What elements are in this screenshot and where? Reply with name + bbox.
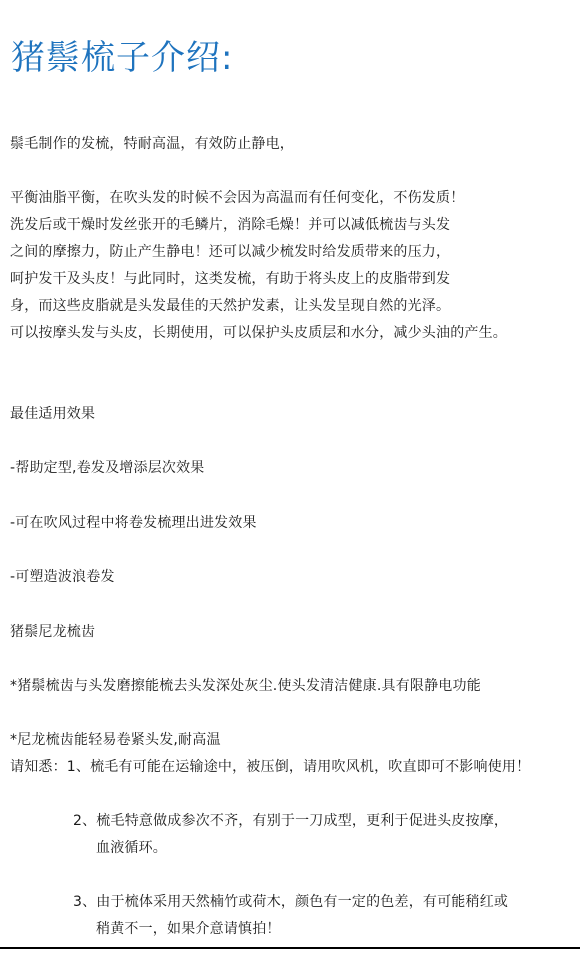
notice-line-1: 请知悉：1、梳毛有可能在运输途中，被压倒，请用吹风机，吹直即可不影响使用！ <box>10 759 531 775</box>
best-effects-item: -可塑造波浪卷发 <box>10 569 115 585</box>
paragraph-line-3: 之间的摩擦力，防止产生静电！还可以减少梳发时给发质带来的压力， <box>10 244 451 260</box>
teeth-heading: 猪鬃尼龙梳齿 <box>10 624 96 640</box>
paragraph-line-4: 呵护发干及头皮！与此同时，这类发梳，有助于将头皮上的皮脂带到发 <box>10 271 451 287</box>
best-effects-item: -帮助定型,卷发及增添层次效果 <box>10 460 205 476</box>
notice-item-3-continued: 稍黄不一，如果介意请慎拍！ <box>96 921 281 937</box>
intro-text: 鬃毛制作的发梳，特耐高温，有效防止静电， <box>10 136 294 152</box>
paragraph-line-6: 可以按摩头发与头皮，长期使用，可以保护头皮质层和水分，减少头油的产生。 <box>10 325 507 341</box>
best-effects-heading: 最佳适用效果 <box>10 406 96 422</box>
paragraph-line-5: 身，而这些皮脂就是头发最佳的天然护发素，让头发呈现自然的光泽。 <box>10 298 451 314</box>
teeth-item: *猪鬃梳齿与头发磨擦能梳去头发深处灰尘.使头发清洁健康.具有限静电功能 <box>10 678 481 694</box>
teeth-item: *尼龙梳齿能轻易卷紧头发,耐高温 <box>10 732 221 748</box>
notice-item-2-continued: 血液循环。 <box>96 840 167 856</box>
best-effects-item: -可在吹风过程中将卷发梳理出进发效果 <box>10 515 257 531</box>
paragraph-line-1: 平衡油脂平衡，在吹头发的时候不会因为高温而有任何变化，不伤发质！ <box>10 190 465 206</box>
bottom-divider <box>0 947 580 949</box>
notice-item-2: 2、梳毛特意做成参次不齐，有别于一刀成型，更利于促进头皮按摩， <box>73 813 509 829</box>
notice-item-3: 3、由于梳体采用天然楠竹或荷木，颜色有一定的色差，有可能稍红或 <box>73 894 509 910</box>
paragraph-line-2: 洗发后或干燥时发丝张开的毛鳞片，消除毛燥！并可以减低梳齿与头发 <box>10 217 451 233</box>
page-title: 猪鬃梳子介绍: <box>11 38 234 78</box>
